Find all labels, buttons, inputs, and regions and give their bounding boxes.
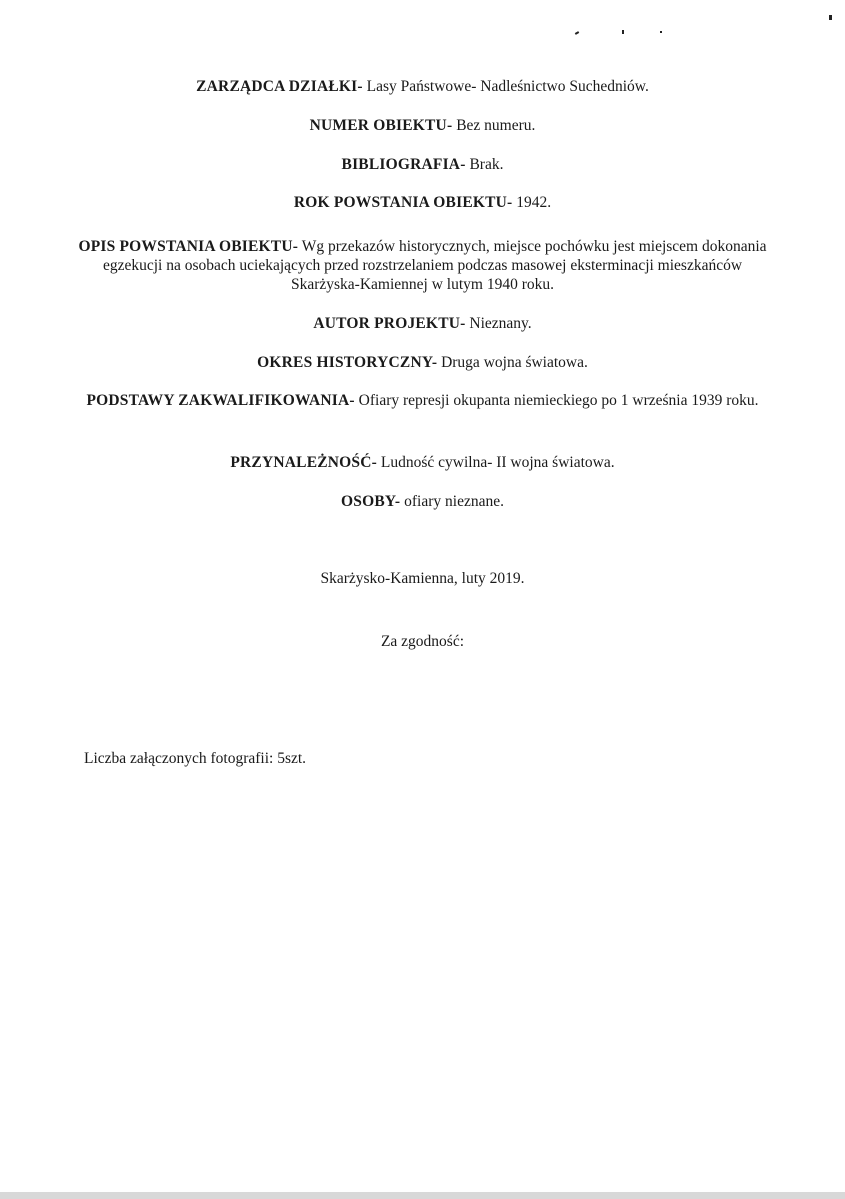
photos-note: Liczba załączonych fotografii: 5szt. (84, 750, 307, 767)
entry-value: Brak. (465, 156, 504, 173)
entry-label: PRZYNALEŻNOŚĆ- (230, 454, 377, 471)
place-date: Skarżysko-Kamienna, luty 2019. (320, 570, 525, 587)
entry-rok-powstania (70, 193, 775, 212)
scan-speck (575, 31, 579, 35)
entry-label: OKRES HISTORYCZNY- (257, 354, 438, 371)
entry-label: OPIS POWSTANIA OBIEKTU- (78, 238, 299, 255)
entry-value: Nieznany. (465, 315, 532, 332)
entry-podstawy-zakwalifikowania (70, 391, 775, 410)
entry-zarzadca (70, 77, 775, 96)
entry-value: Bez numeru. (452, 117, 536, 134)
entry-label: ZARZĄDCA DZIAŁKI- (196, 78, 363, 95)
entry-label: OSOBY- (341, 493, 401, 510)
entry-okres-historyczny (70, 353, 775, 372)
scan-speck (829, 15, 832, 20)
entry-value: Lasy Państwowe- Nadleśnictwo Suchedniów. (362, 78, 649, 95)
scan-speck (660, 31, 662, 33)
entry-value: ofiary nieznane. (400, 493, 504, 510)
scan-bottom-edge (0, 1192, 845, 1199)
entry-przynaleznosc (70, 453, 775, 472)
entry-bibliografia (70, 155, 775, 174)
scan-speck (622, 30, 624, 34)
entry-value: Druga wojna światowa. (437, 354, 588, 371)
entry-osoby (70, 492, 775, 511)
conformity-label: Za zgodność: (380, 633, 465, 650)
entry-label: ROK POWSTANIA OBIEKTU- (293, 194, 513, 211)
entry-label: PODSTAWY ZAKWALIFIKOWANIA- (86, 392, 355, 409)
entry-label: NUMER OBIEKTU- (309, 117, 453, 134)
entry-value: Wg przekazów historycznych, miejsce pochówku jest miejscem dokonania egzekucji na osobach uciekających przed rozstrzelaniem podczas masowej eksterminacji mieszkańców Skarżyska-Kamiennej w lutym 1940 roku. (102, 238, 767, 293)
entry-value: 1942. (512, 194, 552, 211)
entry-value: Ofiary represji okupanta niemieckiego po 1 września 1939 roku. (354, 392, 759, 409)
entry-numer-obiektu (70, 116, 775, 135)
entry-autor-projektu (70, 314, 775, 333)
entry-value: Ludność cywilna- II wojna światowa. (377, 454, 615, 471)
entry-label: AUTOR PROJEKTU- (313, 315, 466, 332)
entry-opis-powstania (70, 237, 775, 294)
entry-label: BIBLIOGRAFIA- (341, 156, 466, 173)
